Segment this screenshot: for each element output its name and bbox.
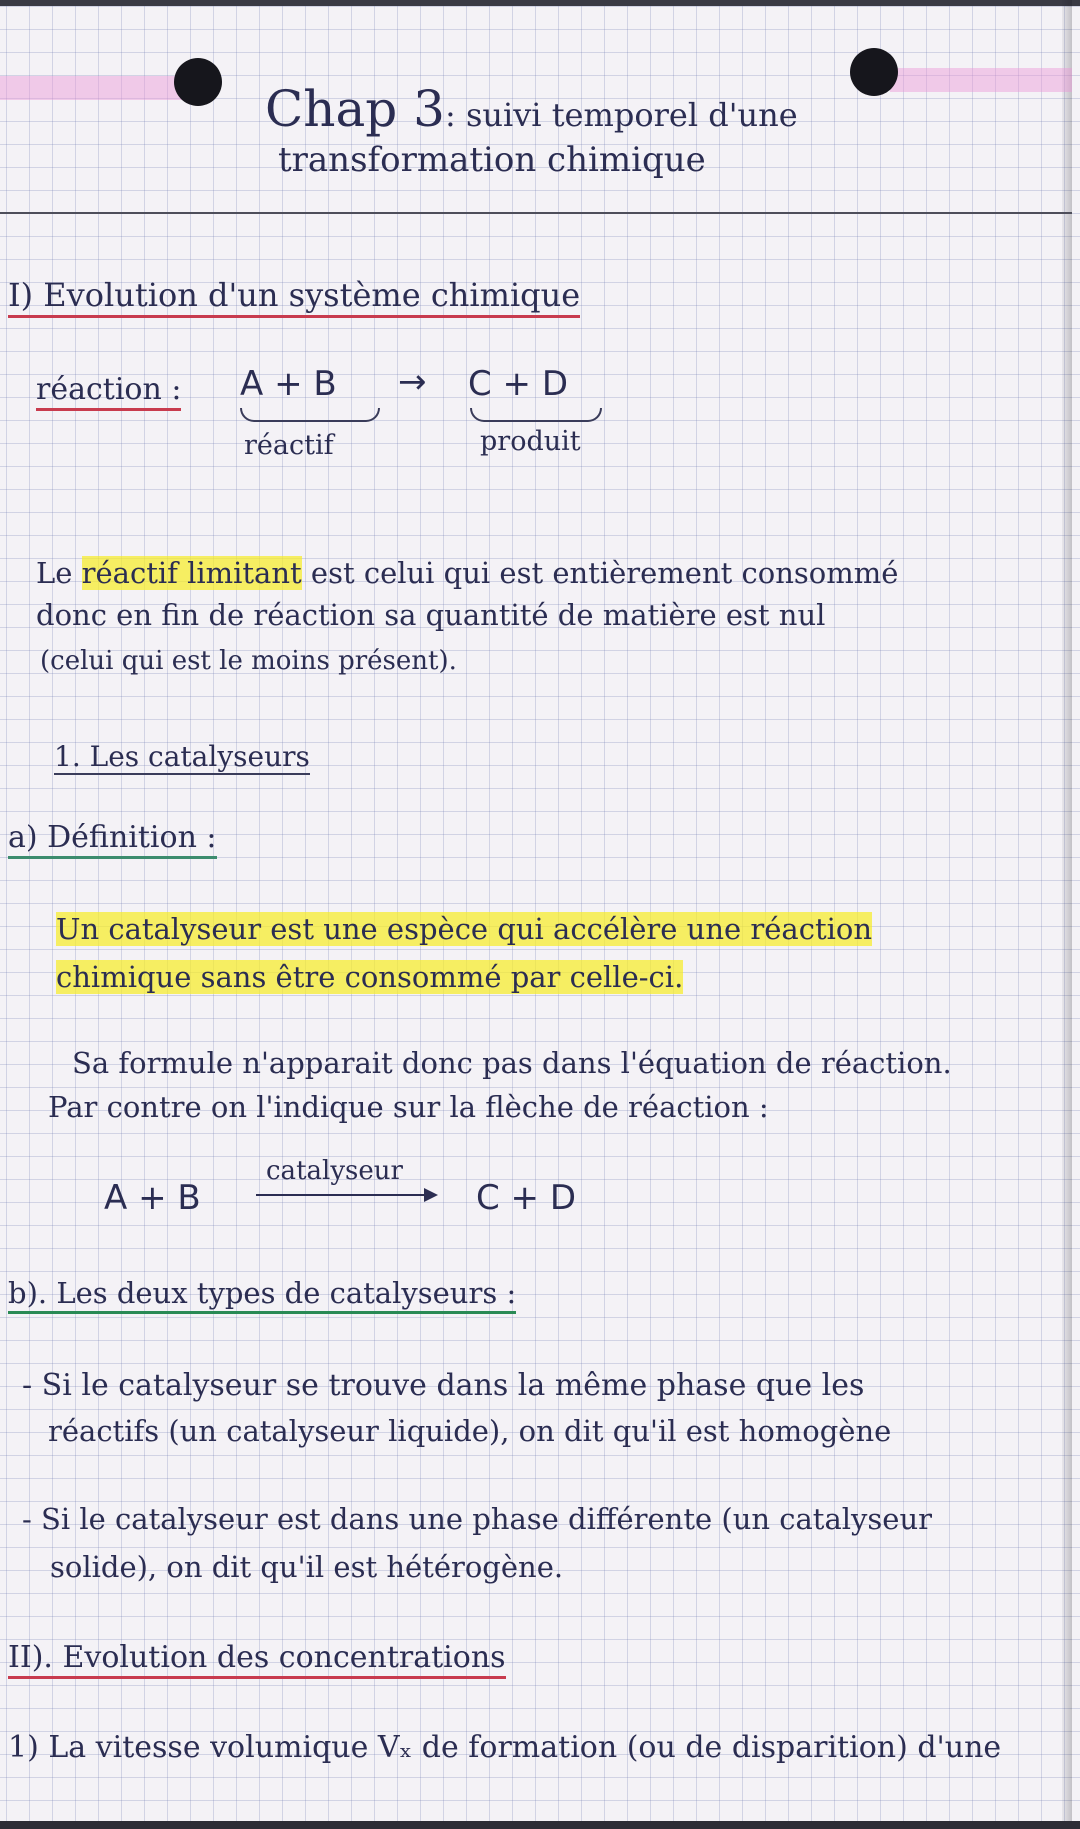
photo-top-edge [0, 0, 1080, 6]
formula-line2: Par contre on l'indique sur la flèche de réaction : [48, 1090, 769, 1124]
limiting-line2: donc en fin de réaction sa quantité de matière est nul [36, 598, 826, 632]
definition-line1-text: Un catalyseur est une espèce qui accélère une réaction [56, 912, 873, 946]
formula-line1: Sa formule n'apparait donc pas dans l'équation de réaction. [72, 1046, 952, 1080]
reaction-reactants: A + B [240, 364, 337, 404]
punch-hole-left [174, 58, 222, 106]
page-right-edge [1062, 0, 1072, 1829]
title-chapter: Chap 3 [265, 80, 445, 138]
header-divider [0, 212, 1072, 214]
definition-line2-text: chimique sans être consommé par celle-ci. [56, 960, 684, 994]
photo-bottom-edge [0, 1821, 1080, 1829]
heterogeneous-line1: - Si le catalyseur est dans une phase différente (un catalyseur [22, 1502, 932, 1536]
product-brace [470, 408, 602, 422]
section1-heading-text: I) Evolution d'un système chimique [8, 276, 580, 318]
section2-heading-text: II). Evolution des concentrations [8, 1640, 506, 1679]
reaction-label [36, 372, 181, 407]
definition-heading [8, 820, 217, 855]
definition-line2 [56, 960, 683, 994]
reaction-label-text: réaction : [36, 372, 181, 411]
punch-hole-right [850, 48, 898, 96]
equation2-reactants: A + B [104, 1178, 201, 1218]
reactant-label: réactif [244, 430, 334, 461]
heterogeneous-line2: solide), on dit qu'il est hétérogène. [50, 1550, 564, 1584]
types-heading [8, 1276, 516, 1310]
homogeneous-line1: - Si le catalyseur se trouve dans la même phase que les [22, 1368, 865, 1403]
pink-highlight-right [890, 68, 1072, 92]
pink-highlight-left [0, 76, 190, 100]
homogeneous-line2: réactifs (un catalyseur liquide), on dit qu'il est homogène [48, 1414, 892, 1448]
definition-heading-text: a) Définition : [8, 820, 217, 859]
limiting-line1-rest: est celui qui est entièrement consommé [301, 556, 899, 590]
section1-heading [8, 276, 580, 314]
page-title [265, 80, 798, 138]
equation2-arrow-head [424, 1188, 438, 1202]
limiting-prefix: Le [36, 556, 82, 590]
title-rest: : suivi temporel d'une [444, 96, 798, 134]
catalysts-subheading [54, 740, 310, 773]
equation2-products: C + D [476, 1178, 577, 1218]
page-title-line2: transformation chimique [278, 140, 706, 180]
definition-line1 [56, 912, 872, 946]
types-heading-text: b). Les deux types de catalyseurs : [8, 1276, 516, 1314]
limiting-line3: (celui qui est le moins présent). [40, 646, 457, 676]
equation2-arrow-line [256, 1194, 426, 1196]
section2-item1: 1) La vitesse volumique Vₓ de formation (ou de disparition) d'une [8, 1730, 1002, 1765]
catalysts-subheading-text: 1. Les catalyseurs [54, 740, 310, 773]
limiting-line1 [36, 556, 898, 590]
reaction-products: C + D [468, 364, 569, 404]
product-label: produit [480, 426, 581, 457]
section2-heading [8, 1640, 506, 1675]
limiting-term: réactif limitant [81, 556, 302, 590]
reactant-brace [240, 408, 380, 422]
equation2-catalyst-label: catalyseur [266, 1156, 403, 1186]
reaction-arrow: → [398, 362, 427, 402]
